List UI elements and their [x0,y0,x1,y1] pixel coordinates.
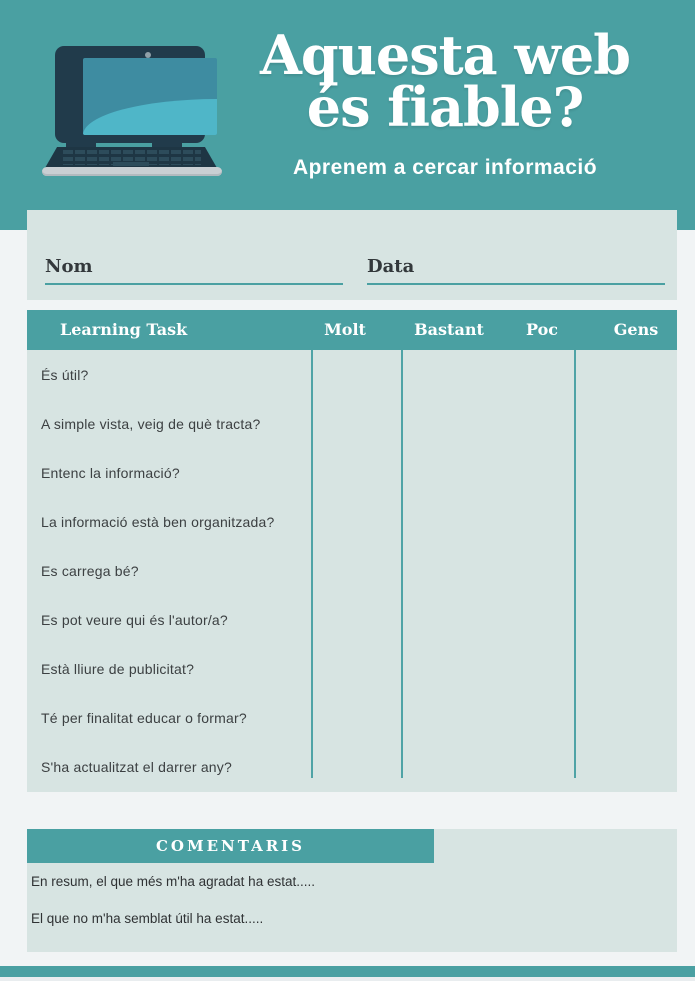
laptop-screen-frame [55,46,205,143]
rating-cell-poc[interactable] [495,645,572,694]
rating-cell-poc[interactable] [495,596,572,645]
rating-cell-molt[interactable] [313,399,399,448]
date-label: Data [367,256,415,277]
rating-cell-poc[interactable] [495,350,572,399]
table-row [27,596,677,645]
table-header-bar [27,310,677,350]
laptop-screen-glare [83,99,217,135]
rating-cell-gens[interactable] [576,448,675,497]
rating-cell-molt[interactable] [313,743,399,792]
table-row [27,546,677,595]
laptop-icon [36,44,226,178]
column-divider [574,350,576,778]
task-question: Està lliure de publicitat? [41,661,195,678]
header-text [235,23,655,180]
name-label: Nom [45,256,93,277]
rating-cell-molt[interactable] [313,645,399,694]
table-row [27,743,677,792]
column-header-task: Learning Task [60,320,188,339]
table-row [27,497,677,546]
task-question: S'ha actualitzat el darrer any? [41,759,232,776]
page-subtitle: Aprenem a cercar informació [292,155,598,179]
rating-cell-bastant[interactable] [403,743,493,792]
table-row [27,694,677,743]
column-divider [311,350,313,778]
column-header-gens: Gens [613,320,659,339]
comments-title-bar [27,829,434,863]
rating-cell-gens[interactable] [576,350,675,399]
column-header-bastant: Bastant [414,320,484,339]
task-question: Té per finalitat educar o formar? [41,710,247,727]
footer-bar [0,966,695,977]
bottom-strip [0,977,695,981]
rating-cell-bastant[interactable] [403,448,493,497]
comments-title: COMENTARIS [155,837,306,855]
rating-cell-molt[interactable] [313,546,399,595]
laptop-screen [83,58,217,135]
evaluation-table [27,310,677,792]
column-header-molt: Molt [324,320,366,339]
rating-cell-poc[interactable] [495,399,572,448]
page-title [235,23,655,139]
column-header-poc: Poc [525,320,559,339]
comment-prompt: El que no m'ha semblat útil ha estat..... [31,911,264,926]
rating-cell-poc[interactable] [495,546,572,595]
rating-cell-bastant[interactable] [403,546,493,595]
rating-cell-poc[interactable] [495,743,572,792]
comment-prompt: En resum, el que més m'ha agradat ha estat..... [31,874,315,889]
rating-cell-gens[interactable] [576,399,675,448]
name-date-card [27,210,677,300]
column-divider [401,350,403,778]
date-field [367,256,665,285]
rating-cell-gens[interactable] [576,694,675,743]
task-question: És útil? [41,366,89,383]
task-question: Es carrega bé? [41,562,139,579]
date-input-line[interactable] [367,283,665,285]
rating-cell-bastant[interactable] [403,399,493,448]
rating-cell-bastant[interactable] [403,596,493,645]
rating-cell-molt[interactable] [313,596,399,645]
header-banner [0,0,695,230]
rating-cell-gens[interactable] [576,645,675,694]
rating-cell-bastant[interactable] [403,350,493,399]
rating-cell-gens[interactable] [576,743,675,792]
task-question: Es pot veure qui és l'autor/a? [41,612,228,629]
table-row [27,645,677,694]
rating-cell-poc[interactable] [495,497,572,546]
laptop-base [42,167,222,176]
rating-cell-molt[interactable] [313,694,399,743]
rating-cell-bastant[interactable] [403,694,493,743]
rating-cell-poc[interactable] [495,448,572,497]
table-row [27,350,677,399]
table-body [27,350,677,792]
laptop-keyboard [45,147,217,168]
rating-cell-poc[interactable] [495,694,572,743]
page-title-line2: és fiable? [306,74,584,139]
rating-cell-molt[interactable] [313,350,399,399]
laptop-spacebar [113,162,149,166]
table-row [27,399,677,448]
table-row [27,448,677,497]
name-field [45,256,343,285]
task-question: A simple vista, veig de què tracta? [41,415,261,432]
rating-cell-molt[interactable] [313,497,399,546]
rating-cell-gens[interactable] [576,546,675,595]
name-input-line[interactable] [45,283,343,285]
task-question: La informació està ben organitzada? [41,513,275,530]
rating-cell-gens[interactable] [576,596,675,645]
task-question: Entenc la informació? [41,464,180,481]
rating-cell-bastant[interactable] [403,645,493,694]
rating-cell-gens[interactable] [576,497,675,546]
rating-cell-molt[interactable] [313,448,399,497]
comments-area[interactable] [27,829,677,952]
page-title-line1: Aquesta web [259,23,630,87]
rating-cell-bastant[interactable] [403,497,493,546]
